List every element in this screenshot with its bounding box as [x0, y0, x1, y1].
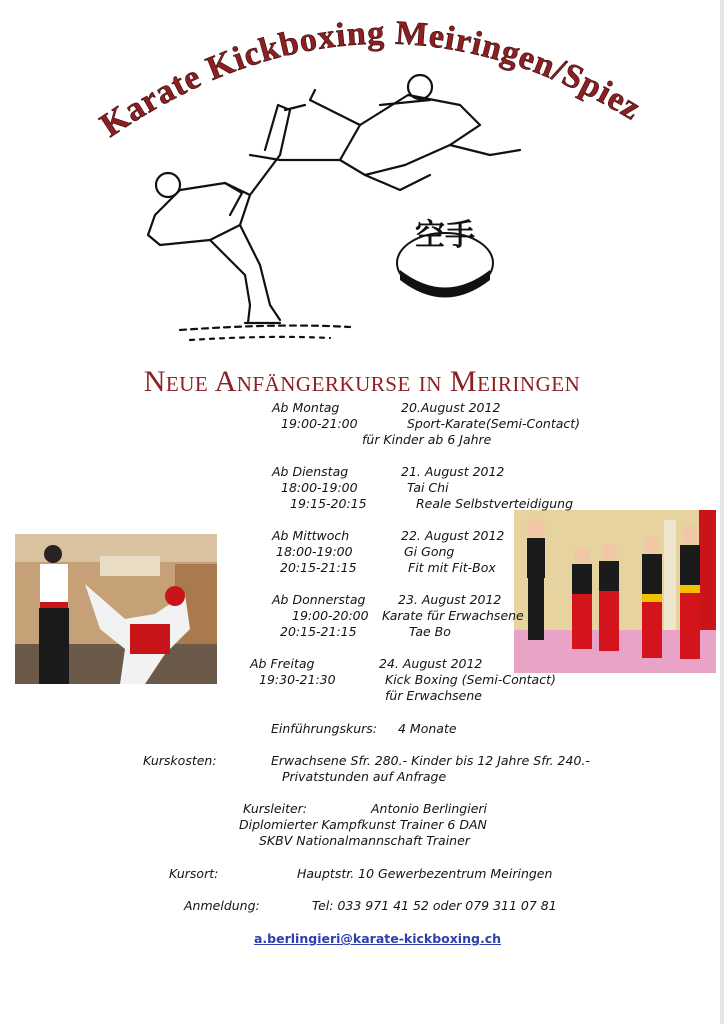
- wednesday-course-1: Gi Gong: [404, 544, 455, 559]
- logo-glyphs: 空手: [415, 218, 475, 253]
- wednesday-time-1: 18:00-19:00: [276, 544, 353, 559]
- tuesday-date: 21. August 2012: [401, 464, 505, 479]
- leader-team: SKBV Nationalmannschaft Trainer: [259, 833, 470, 848]
- intro-value: 4 Monate: [398, 721, 457, 736]
- monday-time: 19:00-21:00: [281, 416, 358, 431]
- thursday-time-2: 20:15-21:15: [280, 624, 357, 639]
- registration-value: Tel: 033 971 41 52 oder 079 311 07 81: [312, 898, 557, 913]
- wednesday-course-2: Fit mit Fit-Box: [408, 560, 496, 575]
- wednesday-date: 22. August 2012: [401, 528, 505, 543]
- thursday-course-1: Karate für Erwachsene: [382, 608, 524, 623]
- friday-course: Kick Boxing (Semi-Contact): [385, 672, 556, 687]
- tuesday-time-1: 18:00-19:00: [281, 480, 358, 495]
- thursday-day: Ab Donnerstag: [272, 592, 366, 607]
- kick-photo: [15, 534, 217, 684]
- title-text: Karate Kickboxing Meiringen/Spiez: [93, 14, 648, 145]
- friday-time: 19:30-21:30: [259, 672, 336, 687]
- location-value: Hauptstr. 10 Gewerbezentrum Meiringen: [297, 866, 553, 881]
- tuesday-course-2: Reale Selbstverteidigung: [416, 496, 574, 511]
- friday-day: Ab Freitag: [250, 656, 315, 671]
- thursday-date: 23. August 2012: [398, 592, 502, 607]
- tuesday-course-1: Tai Chi: [407, 480, 449, 495]
- monday-date: 20.August 2012: [401, 400, 501, 415]
- fighters-illustration: [130, 65, 560, 355]
- email-link[interactable]: a.berlingieri@karate-kickboxing.ch: [254, 931, 501, 946]
- friday-date: 24. August 2012: [379, 656, 483, 671]
- monday-extra: für Kinder ab 6 Jahre: [362, 432, 492, 447]
- costs-label: Kurskosten:: [143, 753, 217, 768]
- karate-logo: [397, 218, 493, 298]
- tuesday-time-2: 19:15-20:15: [290, 496, 367, 511]
- leader-label: Kursleiter:: [243, 801, 308, 816]
- kids-class-photo: [514, 510, 716, 673]
- friday-extra: für Erwachsene: [385, 688, 482, 703]
- intro-label: Einführungskurs:: [271, 721, 377, 736]
- monday-course: Sport-Karate(Semi-Contact): [407, 416, 581, 431]
- tuesday-day: Ab Dienstag: [272, 464, 349, 479]
- costs-extra: Privatstunden auf Anfrage: [282, 769, 447, 784]
- page-heading: Neue Anfängerkurse in Meiringen: [143, 365, 581, 398]
- monday-day: Ab Montag: [272, 400, 340, 415]
- wednesday-time-2: 20:15-21:15: [280, 560, 357, 575]
- costs-value: Erwachsene Sfr. 280.- Kinder bis 12 Jahre Sfr. 240.-: [271, 753, 590, 768]
- wednesday-day: Ab Mittwoch: [272, 528, 350, 543]
- thursday-time-1: 19:00-20:00: [292, 608, 369, 623]
- leader-name: Antonio Berlingieri: [371, 801, 488, 816]
- registration-label: Anmeldung:: [184, 898, 260, 913]
- location-label: Kursort:: [169, 866, 219, 881]
- thursday-course-2: Tae Bo: [409, 624, 451, 639]
- leader-qualification: Diplomierter Kampfkunst Trainer 6 DAN: [239, 817, 487, 832]
